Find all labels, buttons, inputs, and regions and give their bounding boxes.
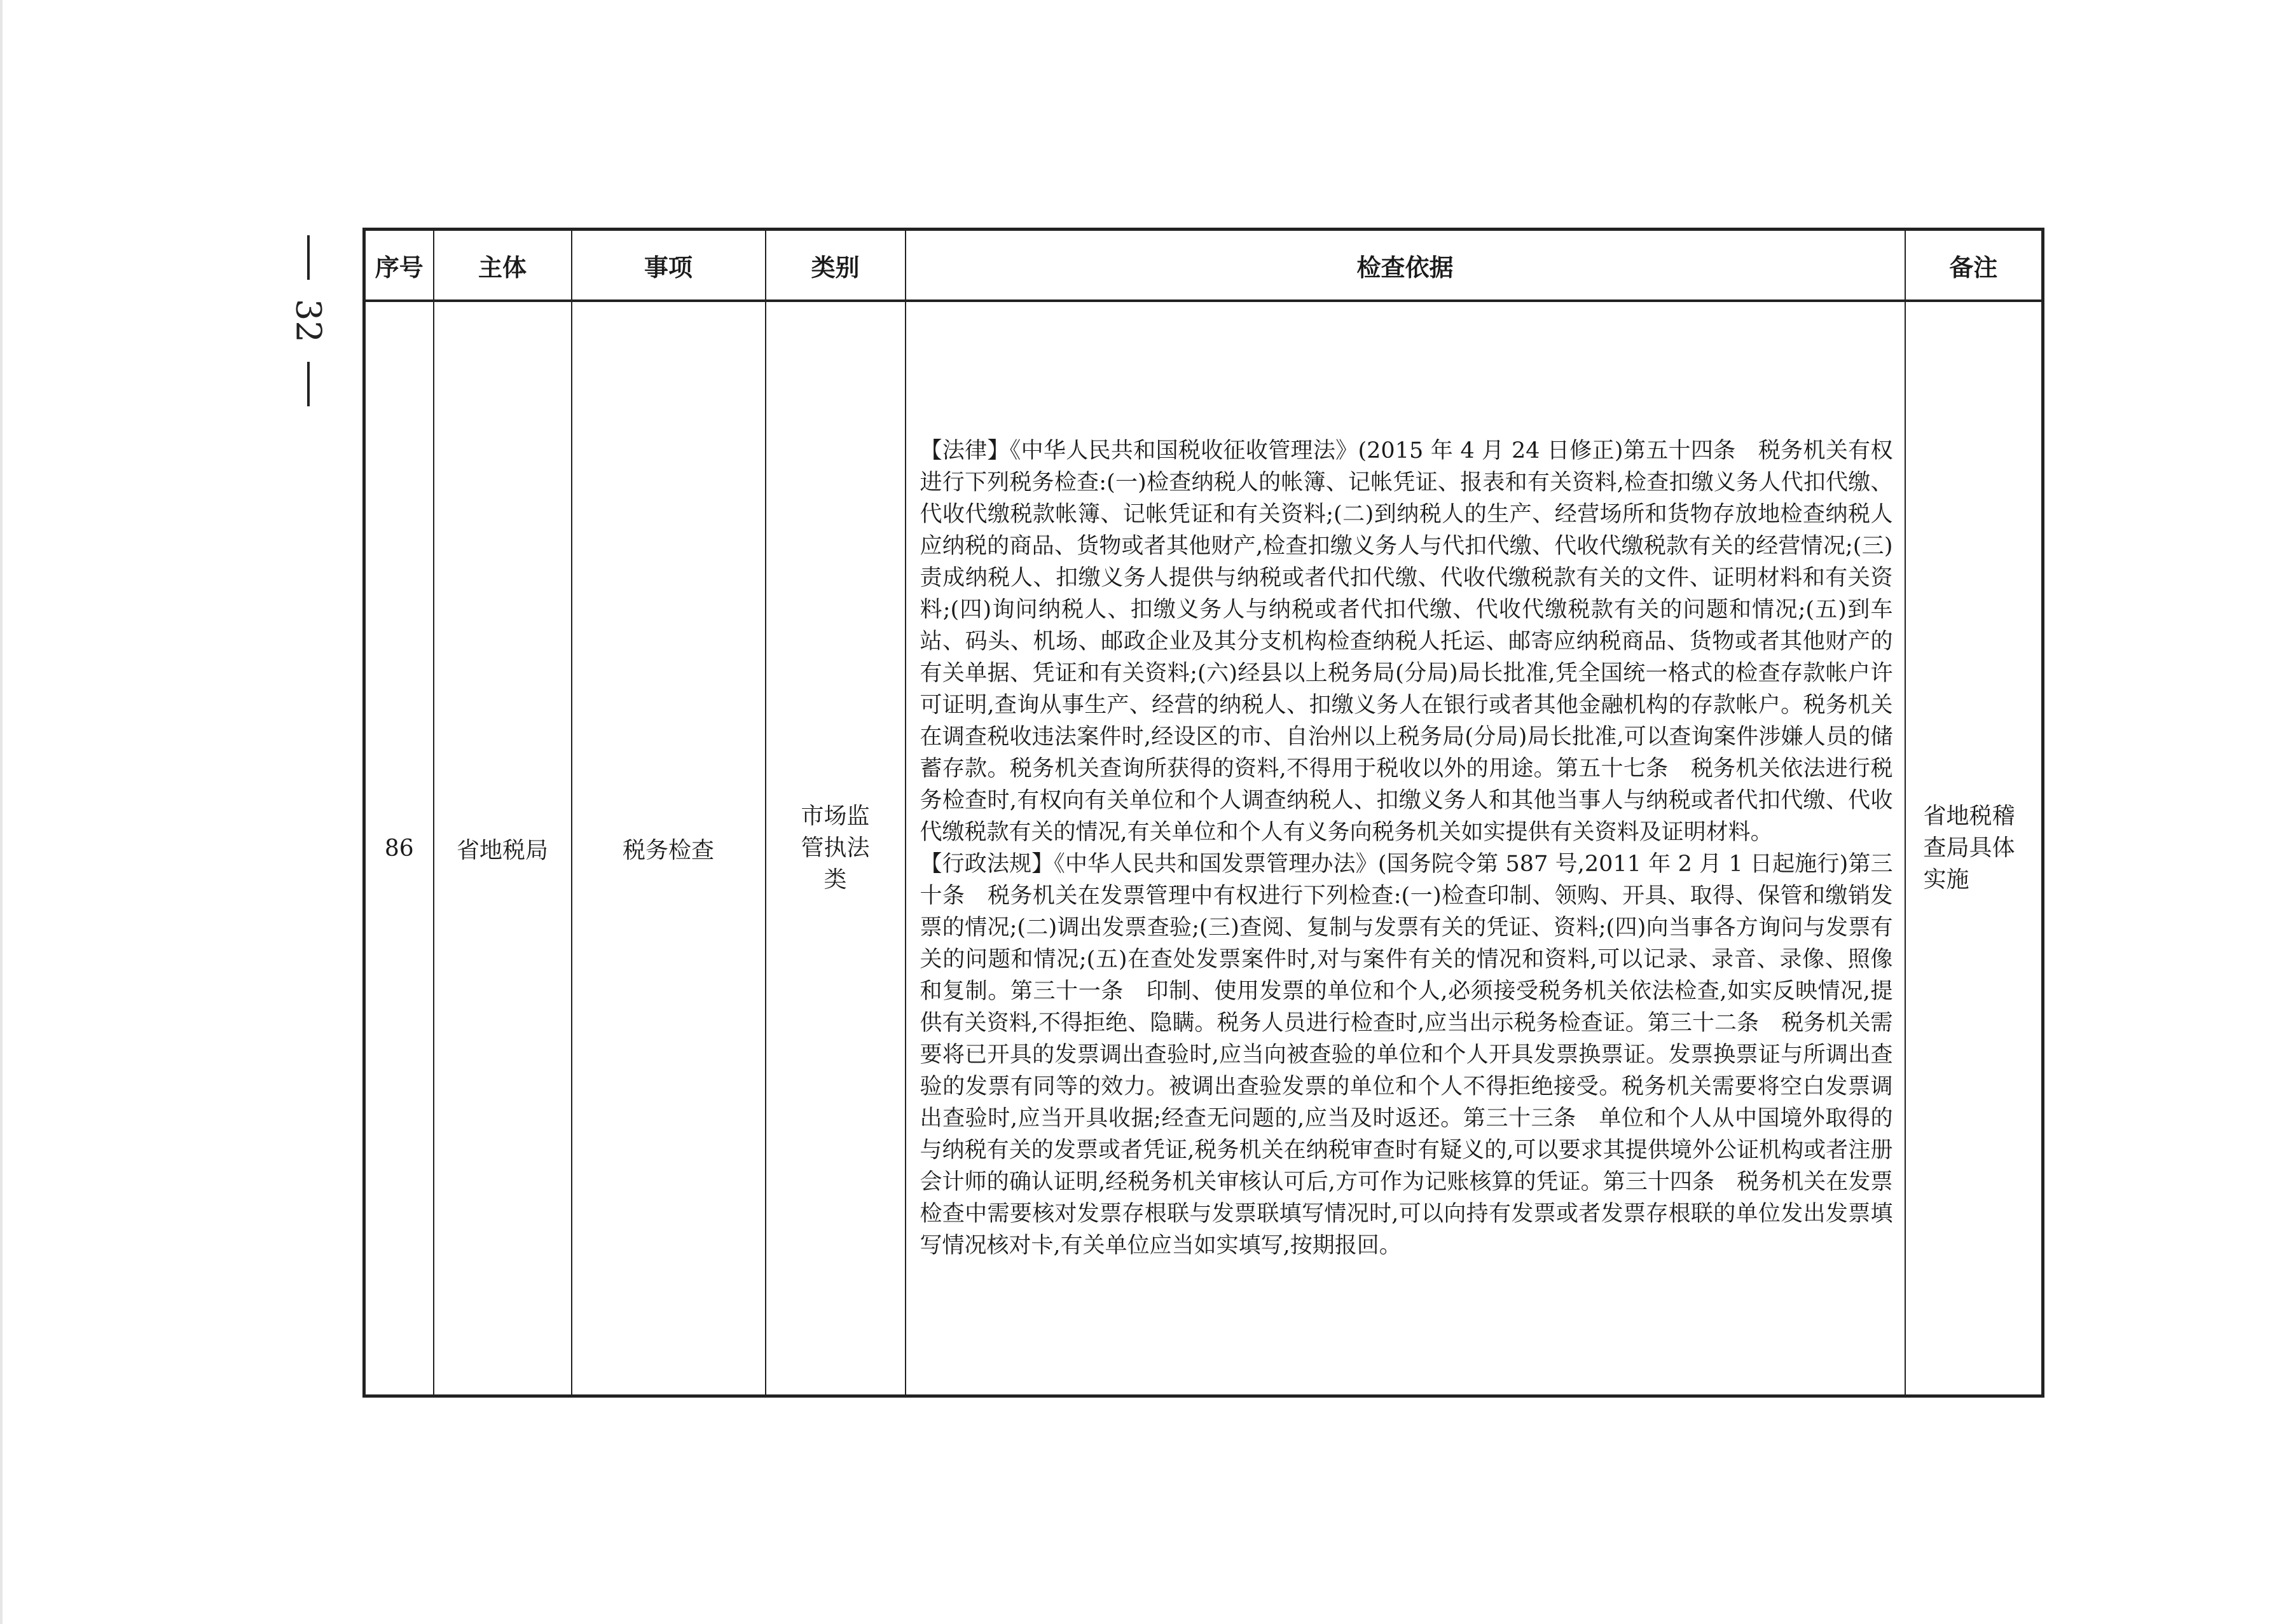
- cell-category: 市场监管执法类: [766, 301, 906, 1396]
- header-category: 类别: [766, 230, 906, 301]
- page-edge: [0, 0, 3, 1624]
- page-number-dash-bottom: [307, 362, 310, 406]
- cell-subject: 省地税局: [434, 301, 572, 1396]
- table-row: [364, 301, 2043, 1396]
- header-seq: 序号: [364, 230, 434, 301]
- cell-note: 省地税稽查局具体实施: [1905, 301, 2043, 1396]
- header-subject: 主体: [434, 230, 572, 301]
- header-item: 事项: [572, 230, 766, 301]
- page-number-text: 32: [288, 299, 329, 343]
- table-header-row: [364, 230, 2043, 301]
- inspection-table: [362, 228, 2044, 1398]
- page-number: [289, 235, 327, 445]
- basis-text: 【法律】《中华人民共和国税收征收管理法》(2015 年 4 月 24 日修正)第五十四条 税务机关有权进行下列税务检查:(一)检查纳税人的帐簿、记帐凭证、报表和有关资料,检查扣缴义务人代扣代缴、代收代缴税款帐簿、记帐凭证和有关资料;(二)到纳税人的生产、经营场所和货物存放地检查纳税人应纳税的商品、货物或者其他财产,检查扣缴义务人与代扣代缴、代收代缴税款有关的经营情况;(三)责成纳税人、扣缴义务人提供与纳税或者代扣代缴、代收代缴税款有关的文件、证明材料和有关资料;(四)询问纳税人、扣缴义务人与纳税或者代扣代缴、代收代缴税款有关的问题和情况;(五)到车站、码头、机场、邮政企业及其分支机构检查纳税人托运、邮寄应纳税商品、货物或者其他财产的有关单据、凭证和有关资料;(六)经县以上税务局(分局)局长批准,凭全国统一格式的检查存款帐户许可证明,查询从事生产、经营的纳税人、扣缴义务人在银行或者其他金融机构的存款帐户。税务机关在调查税收违法案件时,经设区的市、自治州以上税务局(分局)局长批准,可以查询案件涉嫌人员的储蓄存款。税务机关查询所获得的资料,不得用于税收以外的用途。第五十七条 税务机关依法进行税务检查时,有权向有关单位和个人调查纳税人、扣缴义务人和其他当事人与纳税或者代扣代缴、代收代缴税款有关的情况,有关单位和个人有义务向税务机关如实提供有关资料及证明材料。 【行政法规】《中华人民共和国发票管理办法》(国务院令第 587 号,2011 年 2 月 1 日起施行)第三十条 税务机关在发票管理中有权进行下列检查:(一)检查印制、领购、开具、取得、保管和缴销发票的情况;(二)调出发票查验;(三)查阅、复制与发票有关的凭证、资料;(四)向当事各方询问与发票有关的问题和情况;(五)在查处发票案件时,对与案件有关的情况和资料,可以记录、录音、录像、照像和复制。第三十一条 印制、使用发票的单位和个人,必须接受税务机关依法检查,如实反映情况,提供有关资料,不得拒绝、隐瞒。税务人员进行检查时,应当出示税务检查证。第三十二条 税务机关需要将已开具的发票调出查验时,应当向被查验的单位和个人开具发票换票证。发票换票证与所调出查验的发票有同等的效力。被调出查验发票的单位和个人不得拒绝接受。税务机关需要将空白发票调出查验时,应当开具收据;经查无问题的,应当及时返还。第三十三条 单位和个人从中国境外取得的与纳税有关的发票或者凭证,税务机关在纳税审查时有疑义的,可以要求其提供境外公证机构或者注册会计师的确认证明,经税务机关审核认可后,方可作为记账核算的凭证。第三十四条 税务机关在发票检查中需要核对发票存根联与发票联填写情况时,可以向持有发票或者发票存根联的单位发出发票填写情况核对卡,有关单位应当如实填写,按期报回。: [920, 438, 1893, 1258]
- cell-item: 税务检查: [572, 301, 766, 1396]
- page-number-dash-top: [307, 235, 310, 280]
- cell-seq: 86: [364, 301, 434, 1396]
- header-note: 备注: [1905, 230, 2043, 301]
- cell-basis: [906, 301, 1905, 1396]
- header-basis: 检查依据: [906, 230, 1905, 301]
